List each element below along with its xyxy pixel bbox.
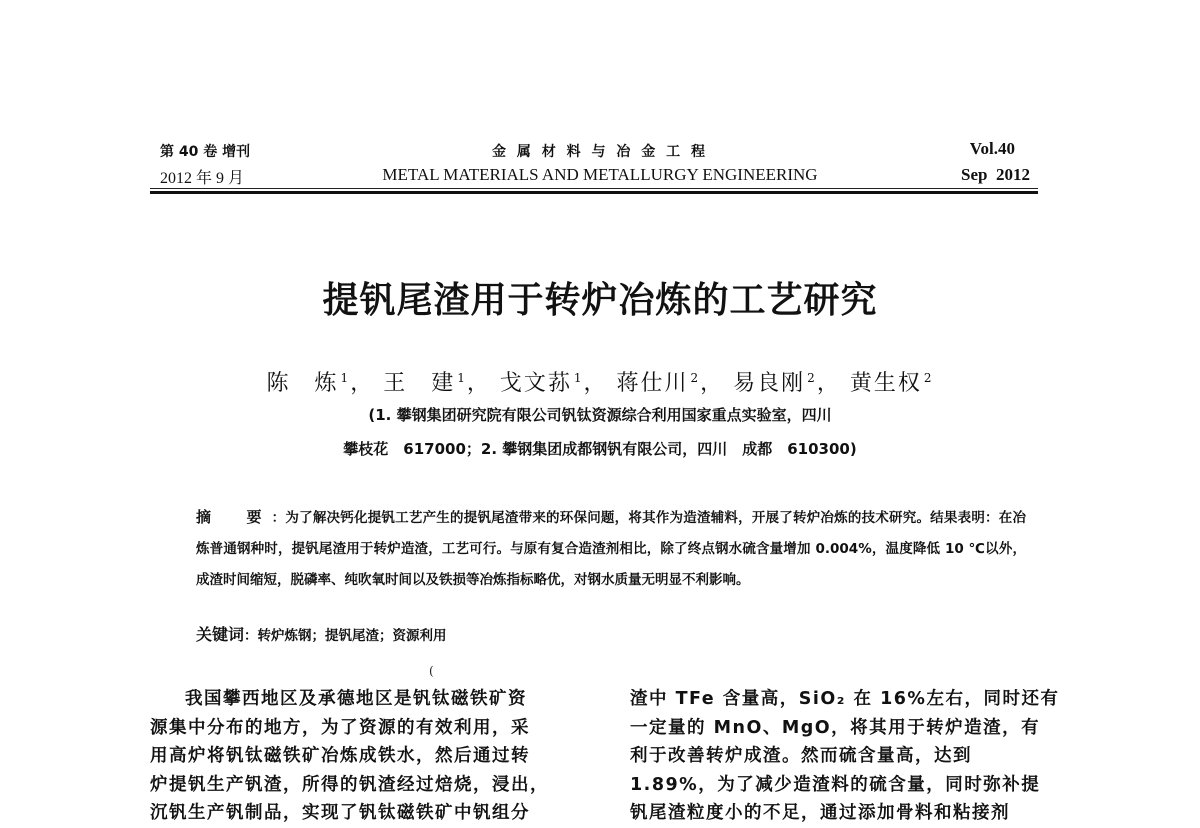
issue-date-en: Sep 2012 bbox=[961, 165, 1030, 184]
body-line: 用高炉将钒钛磁铁矿冶炼成铁水，然后通过转 bbox=[150, 746, 530, 766]
body-line: 一定量的 MnO、MgO，将其用于转炉造渣，有 bbox=[630, 717, 1041, 738]
body-line: 炉提钒生产钒渣，所得的钒渣经过焙烧，浸出， bbox=[150, 774, 549, 795]
body-column-left bbox=[150, 685, 580, 828]
margin-mark: ( bbox=[429, 664, 434, 678]
keywords bbox=[196, 622, 447, 645]
author: 陈 炼 $^1$ bbox=[266, 370, 351, 396]
body-line: 钒尾渣粒度小的不足，通过添加骨料和粘接剂 bbox=[630, 803, 1010, 823]
header-rule-thin bbox=[150, 188, 1038, 189]
body-column-right bbox=[630, 685, 1060, 828]
keywords-label: 关键词 bbox=[196, 625, 245, 644]
author: 王 建 $^1$ bbox=[383, 370, 467, 396]
body-line: 沉钒生产钒制品，实现了钒钛磁铁矿中钒组分 bbox=[150, 803, 530, 823]
affiliation-line-2: 攀枝花 617000；2. 攀钢集团成都钢钒有限公司，四川 成都 610300) bbox=[343, 440, 857, 458]
volume-issue: 第 40 卷 增刊 bbox=[160, 144, 251, 160]
body-line: 源集中分布的地方，为了资源的有效利用，采 bbox=[150, 717, 530, 738]
volume-en: Vol.40 bbox=[969, 139, 1015, 158]
body-line: 我国攀西地区及承德地区是钒钛磁铁矿资 bbox=[185, 689, 527, 709]
journal-name-cn: 金 属 材 料 与 冶 金 工 程 bbox=[492, 144, 708, 160]
body-line: 利于改善转炉成渣。然而硫含量高，达到 bbox=[630, 746, 972, 766]
author: 易良刚 $^2$ bbox=[733, 370, 817, 396]
abstract bbox=[196, 502, 1026, 596]
author: 黄生权 $^2$ bbox=[849, 370, 934, 396]
author-list: 陈 炼 $^1$， 王 建 $^1$， 戈文荪 $^1$， 蒋仕川 $^2$， 易良刚 $^2$， 黄生权 $^2$ bbox=[266, 370, 934, 396]
issue-date-cn: 2012 年 9 月 bbox=[160, 170, 245, 187]
journal-name-en: METAL MATERIALS AND METALLURGY ENGINEERING bbox=[382, 165, 818, 184]
affiliation-line-1: (1. 攀钢集团研究院有限公司钒钛资源综合利用国家重点实验室，四川 bbox=[368, 406, 832, 424]
abstract-text: ：为了解决钙化提钒工艺产生的提钒尾渣带来的环保问题，将其作为造渣辅料，开展了转炉冶炼的技术研究。结果表明：在冶炼普通钢种时，提钒尾渣用于转炉造渣，工艺可行。与原有复合造渣剂相比，除了终点钢水硫含量增加 0.004%，温度降低 10 ℃以外，成渣时间缩短，脱磷率、纯吹氧时间以及铁损等冶炼指标略优，对钢水质量无明显不利影响。 bbox=[196, 510, 1026, 588]
body-line: 渣中 TFe 含量高，SiO₂ 在 16%左右，同时还有 bbox=[630, 689, 1060, 709]
keywords-text: ：转炉炼钢；提钒尾渣；资源利用 bbox=[244, 628, 447, 644]
body-line: 1.89%，为了减少造渣料的硫含量，同时弥补提 bbox=[630, 774, 1041, 795]
author: 蒋仕川 $^2$ bbox=[616, 370, 701, 396]
header-rule-thick bbox=[150, 191, 1038, 194]
abstract-label: 摘 要 bbox=[196, 508, 272, 526]
author: 戈文荪 $^1$ bbox=[499, 370, 584, 396]
article-title: 提钒尾渣用于转炉冶炼的工艺研究 bbox=[322, 280, 878, 321]
